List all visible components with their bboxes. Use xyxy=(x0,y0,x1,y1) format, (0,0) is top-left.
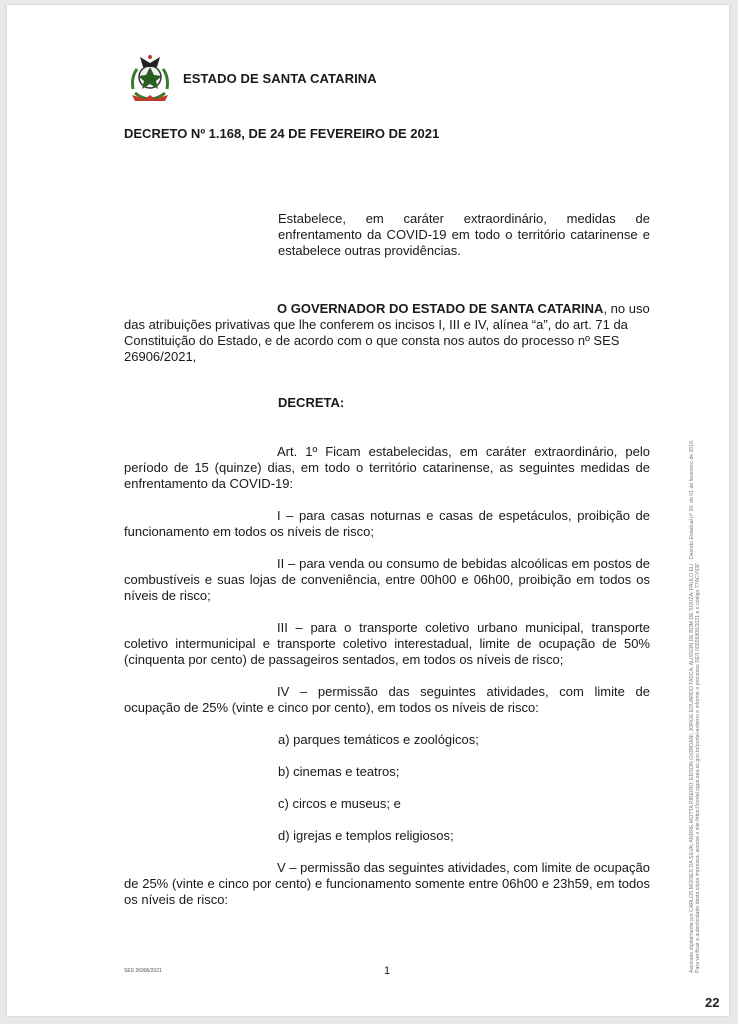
alinea-a: a) parques temáticos e zoológicos; xyxy=(278,732,479,747)
preamble xyxy=(124,301,650,365)
preamble-text: , no uso das atribuições privativas que lhe conferem os incisos I, III e IV, alínea “a”, do art. 71 da Constituição do Estado, e de acordo com o que consta nos autos do processo nº SES 26906/2021, xyxy=(124,301,650,364)
alinea-d: d) igrejas e templos religiosos; xyxy=(278,828,454,843)
governor-heading: O GOVERNADOR DO ESTADO DE SANTA CATARINA xyxy=(277,301,604,316)
document-page xyxy=(7,5,729,1016)
article-1: Art. 1º Ficam estabelecidas, em caráter extraordinário, pelo período de 15 (quinze) dias, em todo o território catarinense, as seguintes medidas de enfrentamento da COVID-19: xyxy=(124,444,650,491)
decreta-heading: DECRETA: xyxy=(278,395,345,410)
decree-title: DECRETO Nº 1.168, DE 24 DE FEVEREIRO DE 2021 xyxy=(124,126,440,141)
alinea-c: c) circos e museus; e xyxy=(278,796,401,811)
inciso-3: III – para o transporte coletivo urbano municipal, transporte coletivo intermunicipal e transporte coletivo interestadual, limite de ocupação de 50% (cinquenta por cento) de passageiros sentados, em todos os níveis de risco; xyxy=(124,620,650,667)
state-coat-of-arms-icon xyxy=(127,49,173,103)
process-reference: SES 26906/2021 xyxy=(124,968,162,974)
signature-note-line-1: Assinado digitalmente por CARLOS MOISÉS DA SILVA; ANDRÉ MOTTA RIBEIRO; EDSON GIORDANI; JORGE EDUARDO TASCA; ALISSON DE BOM DE SOUZA; PAULO ELI · Decreto Estadual nº 39, de 01 de fevereiro de 2019. xyxy=(689,439,695,973)
inciso-5: V – permissão das seguintes atividades, com limite de ocupação de 25% (vinte e cinco por cento) e funcionamento somente entre 06h00 e 23h59, em todos os níveis de risco: xyxy=(124,860,650,907)
alinea-b: b) cinemas e teatros; xyxy=(278,764,400,779)
inciso-2: II – para venda ou consumo de bebidas alcoólicas em postos de combustíveis e suas lojas de conveniência, entre 00h00 e 06h00, proibição em todos os níveis de risco; xyxy=(124,556,650,603)
signature-note-line-2: Para verificar a autenticidade desta cópia impressa, acesse o site https://portal.sgpe.sea.sc.gov.br/portal-externo e informe o processo SES 00026906/2021 e o código 77ACY93F xyxy=(695,562,701,973)
page-badge: 22 xyxy=(705,995,720,1010)
ementa xyxy=(278,211,650,259)
digital-signature-note xyxy=(689,93,705,973)
state-title: ESTADO DE SANTA CATARINA xyxy=(183,71,377,86)
inciso-1: I – para casas noturnas e casas de espetáculos, proibição de funcionamento em todos os níveis de risco; xyxy=(124,508,650,539)
page-number: 1 xyxy=(384,965,391,977)
ementa-text: Estabelece, em caráter extraordinário, medidas de enfrentamento da COVID-19 em todo o território catarinense e estabelece outras providências. xyxy=(278,211,650,258)
inciso-4: IV – permissão das seguintes atividades, com limite de ocupação de 25% (vinte e cinco por cento), em todos os níveis de risco: xyxy=(124,684,650,715)
